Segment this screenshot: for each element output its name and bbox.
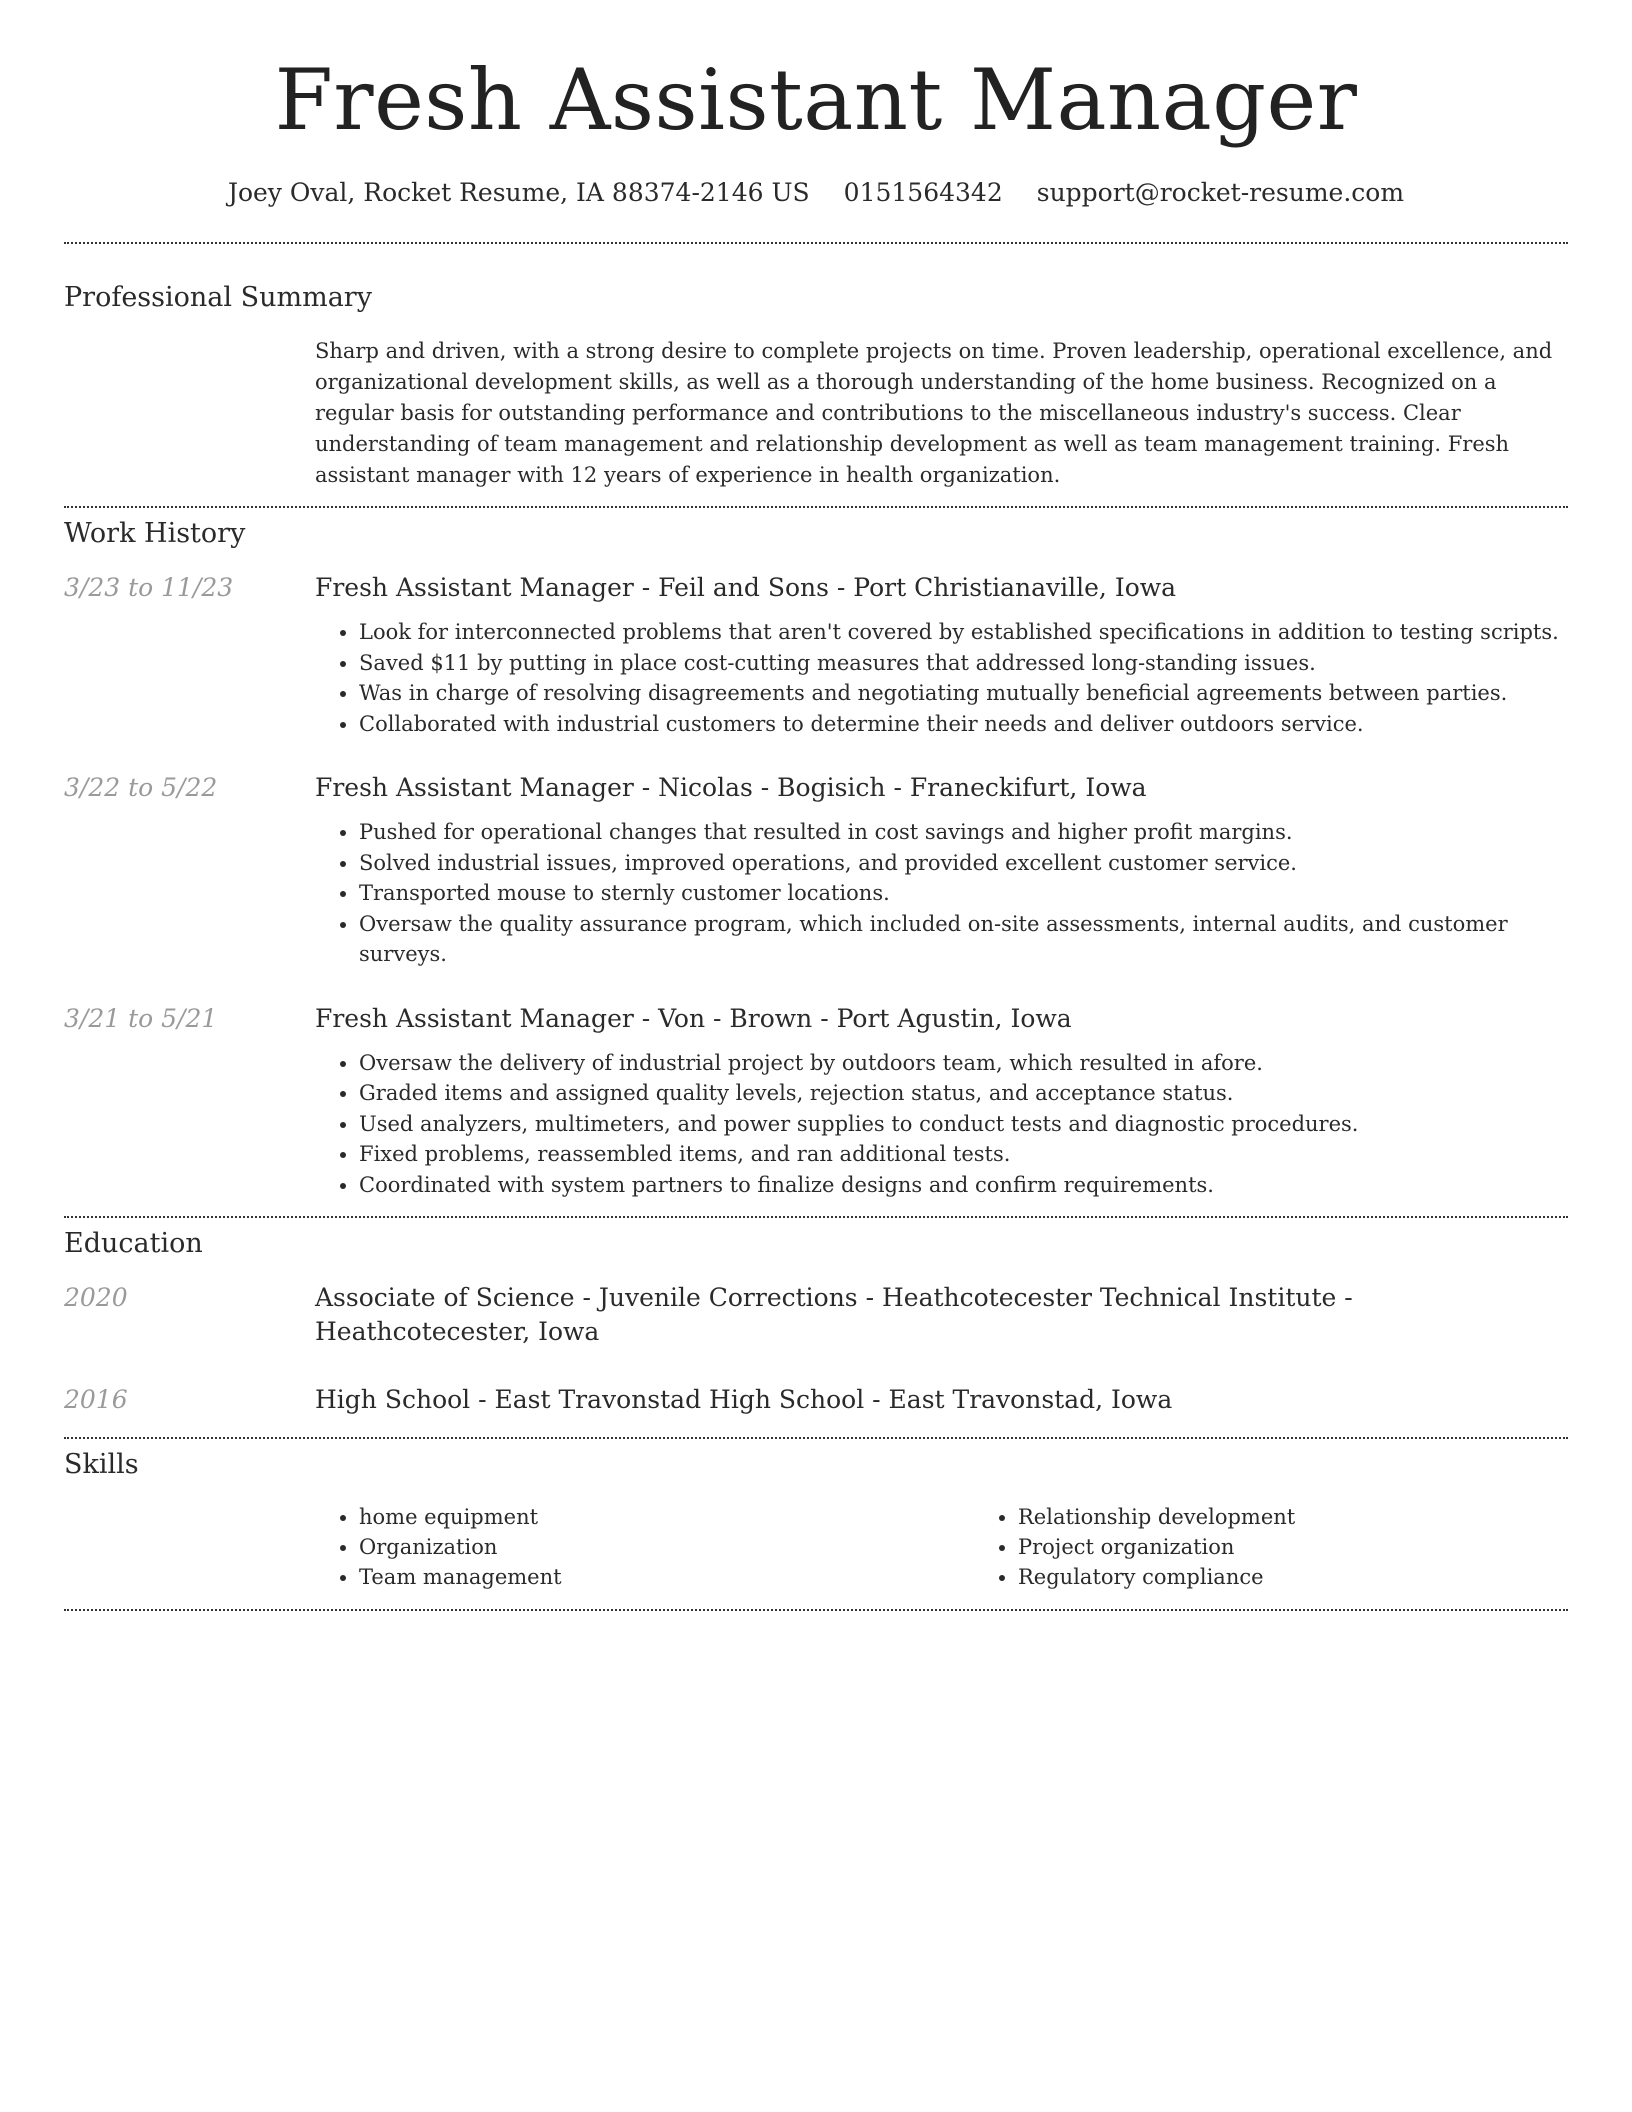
summary-section <box>0 244 1632 491</box>
job-bullets <box>315 817 1568 970</box>
skill-item: • Team management <box>359 1562 974 1592</box>
divider <box>64 1609 1568 1611</box>
contact-address: Joey Oval, Rocket Resume, IA 88374-2146 US <box>227 178 810 207</box>
section-title-summary: Professional Summary <box>64 282 372 313</box>
job-bullets <box>315 1048 1568 1201</box>
education-details: High School - East Travonstad High School - East Travonstad, Iowa <box>315 1385 1173 1414</box>
summary-text: Sharp and driven, with a strong desire to complete projects on time. Proven leadership, operational excellence, and organizational development skills, as well as a thorough understanding of the home business. Recognized on a regular basis for outstanding performance and contributions to the miscellaneous industry's success. Clear understanding of team management and relationship development as well as team management training. Fresh assistant manager with 12 years of experience in health organization. <box>315 339 1553 487</box>
skill-item: • Project organization <box>1018 1532 1632 1562</box>
education-entry <box>64 1281 1568 1349</box>
list-item: • Graded items and assigned quality levels, rejection status, and acceptance status. <box>359 1078 1568 1109</box>
job-entry <box>64 571 1568 739</box>
list-item: • Collaborated with industrial customers to determine their needs and deliver outdoors service. <box>359 709 1568 740</box>
skills-column-left <box>315 1502 974 1592</box>
list-item: • Look for interconnected problems that aren't covered by established specifications in addition to testing scripts. <box>359 617 1568 648</box>
list-item: • Oversaw the delivery of industrial project by outdoors team, which resulted in afore. <box>359 1048 1568 1079</box>
list-item: • Solved industrial issues, improved operations, and provided excellent customer service. <box>359 848 1568 879</box>
skill-item: • home equipment <box>359 1502 974 1532</box>
education-section <box>0 1218 1632 1417</box>
skill-item: • Regulatory compliance <box>1018 1562 1632 1592</box>
job-heading: Fresh Assistant Manager - Von - Brown - Port Agustin, Iowa <box>315 1003 1072 1033</box>
job-entry <box>64 771 1568 970</box>
section-title-education: Education <box>64 1228 203 1259</box>
list-item: • Used analyzers, multimeters, and power supplies to conduct tests and diagnostic procedures. <box>359 1109 1568 1140</box>
education-entry <box>64 1383 1568 1417</box>
skill-item: • Organization <box>359 1532 974 1562</box>
skills-column-right <box>974 1502 1632 1592</box>
job-dates: 3/23 to 11/23 <box>64 573 234 602</box>
skills-list <box>315 1502 1632 1592</box>
contact-line <box>0 178 1632 207</box>
job-heading: Fresh Assistant Manager - Feil and Sons - Port Christianaville, Iowa <box>315 573 1177 602</box>
skill-item: • Relationship development <box>1018 1502 1632 1532</box>
skills-section <box>0 1439 1632 1592</box>
section-title-work-history: Work History <box>64 518 246 549</box>
education-year: 2016 <box>64 1385 128 1414</box>
job-bullets <box>315 617 1568 739</box>
list-item: • Saved $11 by putting in place cost-cutting measures that addressed long-standing issues. <box>359 648 1568 679</box>
education-year: 2020 <box>64 1283 128 1312</box>
education-details: Associate of Science - Juvenile Corrections - Heathcotecester Technical Institute - Heathcotecester, Iowa <box>315 1283 1353 1346</box>
list-item: • Pushed for operational changes that resulted in cost savings and higher profit margins. <box>359 817 1568 848</box>
list-item: • Was in charge of resolving disagreements and negotiating mutually beneficial agreements between parties. <box>359 678 1568 709</box>
contact-email[interactable]: support@rocket-resume.com <box>1036 178 1405 207</box>
list-item: • Coordinated with system partners to finalize designs and confirm requirements. <box>359 1170 1568 1201</box>
resume-header <box>0 0 1632 207</box>
work-history-section <box>0 508 1632 1200</box>
list-item: • Fixed problems, reassembled items, and ran additional tests. <box>359 1139 1568 1170</box>
contact-phone: 0151564342 <box>843 178 1003 207</box>
job-heading: Fresh Assistant Manager - Nicolas - Bogisich - Franeckifurt, Iowa <box>315 773 1147 802</box>
job-dates: 3/22 to 5/22 <box>64 773 218 802</box>
list-item: • Oversaw the quality assurance program, which included on-site assessments, internal audits, and customer surveys. <box>359 909 1568 970</box>
section-title-skills: Skills <box>64 1449 139 1480</box>
job-entry <box>64 1002 1568 1201</box>
job-dates: 3/21 to 5/21 <box>64 1003 218 1033</box>
candidate-name: Fresh Assistant Manager <box>274 51 1358 149</box>
list-item: • Transported mouse to sternly customer locations. <box>359 878 1568 909</box>
